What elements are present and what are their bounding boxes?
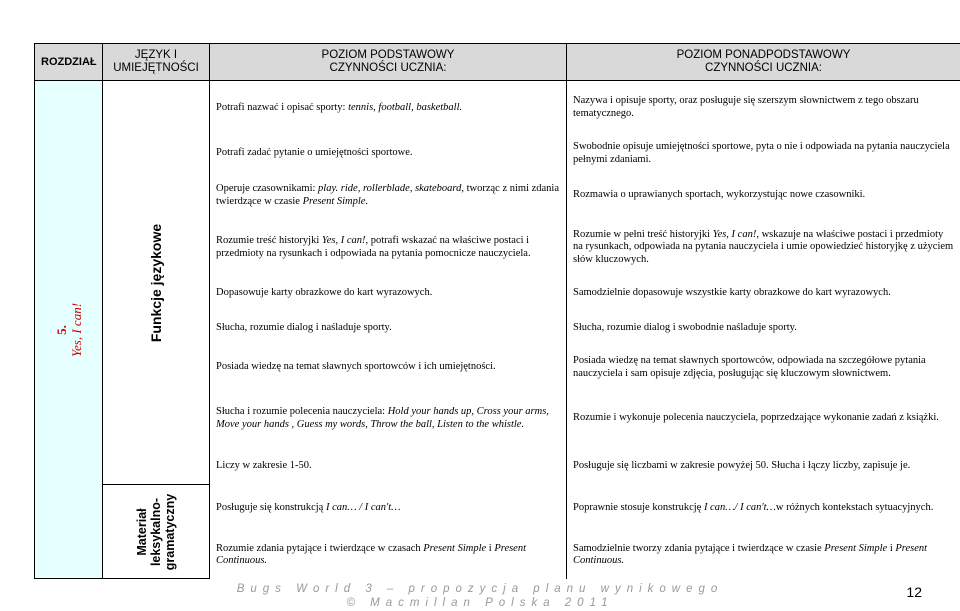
text-run: Operuje czasownikami: [216,183,319,194]
advanced-level-cell [567,277,960,311]
text-run: Rozumie w pełni treść historyjki [573,228,713,240]
text-run: Potrafi nazwać i opisać sporty: [216,101,349,113]
text-run: play. ride, rollerblade, skateboard [318,183,462,194]
category-functions-label: Funkcje językowe [147,223,164,342]
footer-line-2: © Macmillan Polska 2011 [346,597,614,609]
unit-cell [35,81,103,579]
basic-level-cell [210,311,567,346]
text-run: Yes, I can! [712,228,757,240]
text-run: Present Simple [824,542,888,554]
basic-level-cell [210,532,567,579]
text-run: Present Continuous. [573,542,928,566]
lesson-plan-table [34,43,960,579]
basic-level-cell [210,485,567,532]
text-run: Present Simple. [302,195,369,207]
advanced-level-cell [567,390,960,448]
advanced-level-cell [567,81,960,135]
table-row [35,485,960,532]
advanced-level-cell [567,485,960,532]
advanced-level-cell [567,448,960,485]
text-run: Dopasowuje karty obrazkowe do kart wyrazowych. [216,287,433,299]
text-run: I can… / I can't… [325,501,401,513]
page-number: 12 [906,584,922,600]
basic-level-cell [210,346,567,390]
text-run: Present Simple [423,542,487,554]
text-run: Słucha, rozumie dialog i swobodnie naśladuje sporty. [573,321,797,333]
table-row [35,81,960,135]
header-language: JĘZYK I UMIEJĘTNOŚCI [103,44,210,81]
text-run: Posługuje się konstrukcją [216,501,326,513]
basic-level-cell [210,219,567,277]
header-chapter: ROZDZIAŁ [35,44,103,81]
unit-number: 5. [53,324,69,335]
text-run: Posiada wiedzę na temat sławnych sportowców i ich umiejętności. [216,361,496,373]
text-run: Potrafi zadać pytanie o umiejętności sportowe. [216,147,413,159]
text-run: Poprawnie stosuje konstrukcję [573,501,704,513]
header-advanced-level: POZIOM PONADPODSTAWOWY CZYNNOŚCI UCZNIA: [567,44,960,81]
basic-level-cell [210,277,567,311]
header-row [35,44,960,81]
unit-title: Yes, I can! [68,302,84,357]
text-run: Słucha i rozumie polecenia nauczyciela: [216,406,388,417]
advanced-level-cell [567,135,960,173]
text-run: I can…/ I can't… [703,501,776,513]
basic-level-cell [210,448,567,485]
text-run: , potrafi wskazać na właściwe postaci i przedmioty na rysunkach i odpowiada na pytania pomocnicze nauczyciela. [216,235,531,259]
text-run: Posługuje się liczbami w zakresie powyżej 50. Słucha i łączy liczby, zapisuje je. [573,459,911,471]
header-basic-level: POZIOM PODSTAWOWY CZYNNOŚCI UCZNIA: [210,44,567,81]
text-run: Słucha, rozumie dialog i naśladuje sporty. [216,321,392,333]
basic-level-cell [210,173,567,219]
text-run: tennis, football, basketball. [348,101,463,113]
text-run: i [887,542,896,554]
text-run: , tworząc z nimi zdania twierdzące w czasie [216,183,560,207]
advanced-level-cell [567,173,960,219]
text-run: Rozumie i wykonuje polecenia nauczyciela, poprzedzające wykonanie zadań z książki. [573,412,939,424]
advanced-level-cell [567,219,960,277]
text-run: w różnych kontekstach sytuacyjnych. [775,501,934,513]
category-material-label: Materiał leksykalno- gramatyczny [135,493,177,570]
text-run: Samodzielnie dopasowuje wszystkie karty obrazkowe do kart wyrazowych. [573,287,891,299]
unit-label [54,302,84,356]
basic-level-cell [210,135,567,173]
text-run: Yes, I can! [321,235,366,246]
text-run: Rozmawia o uprawianych sportach, wykorzystując nowe czasowniki. [573,189,866,201]
advanced-level-cell [567,311,960,346]
text-run: i [486,542,495,554]
text-run: Nazywa i opisuje sporty, oraz posługuje się szerszym słownictwem z tego obszaru tematycznego. [573,95,919,119]
text-run: Swobodnie opisuje umiejętności sportowe, pyta o nie i odpowiada na pytania nauczyciela pełnymi zdaniami. [573,141,950,165]
text-run: Liczy w zakresie 1-50. [216,459,312,471]
text-run: Rozumie zdania pytające i twierdzące w czasach [216,542,424,554]
advanced-level-cell [567,532,960,579]
advanced-level-cell [567,346,960,390]
footer-line-1: Bugs World 3 – propozycja planu wynikowego [236,583,724,595]
text-run: Posiada wiedzę na temat sławnych sportowców, odpowiada na szczegółowe pytania nauczyciela i sam opisuje zdjęcia, posługując się kluczowym słownictwem. [573,355,926,379]
text-run: Present Continuous. [216,542,527,566]
text-run: Samodzielnie tworzy zdania pytające i twierdzące w czasie [573,542,825,554]
text-run: , wskazuje na właściwe postaci i przedmioty na rysunkach, odpowiada na pytania nauczyciela i umie opowiedzieć historyjkę z użyciem słów kluczowych. [573,228,954,265]
basic-level-cell [210,390,567,448]
category-material-cell [103,485,210,579]
category-functions-cell [103,81,210,485]
text-run: Hold your hands up, Cross your arms, Move your hands , Guess my words, Throw the ball, Listen to the whistle. [216,406,549,430]
basic-level-cell [210,81,567,135]
text-run: Rozumie treść historyjki [216,235,322,246]
